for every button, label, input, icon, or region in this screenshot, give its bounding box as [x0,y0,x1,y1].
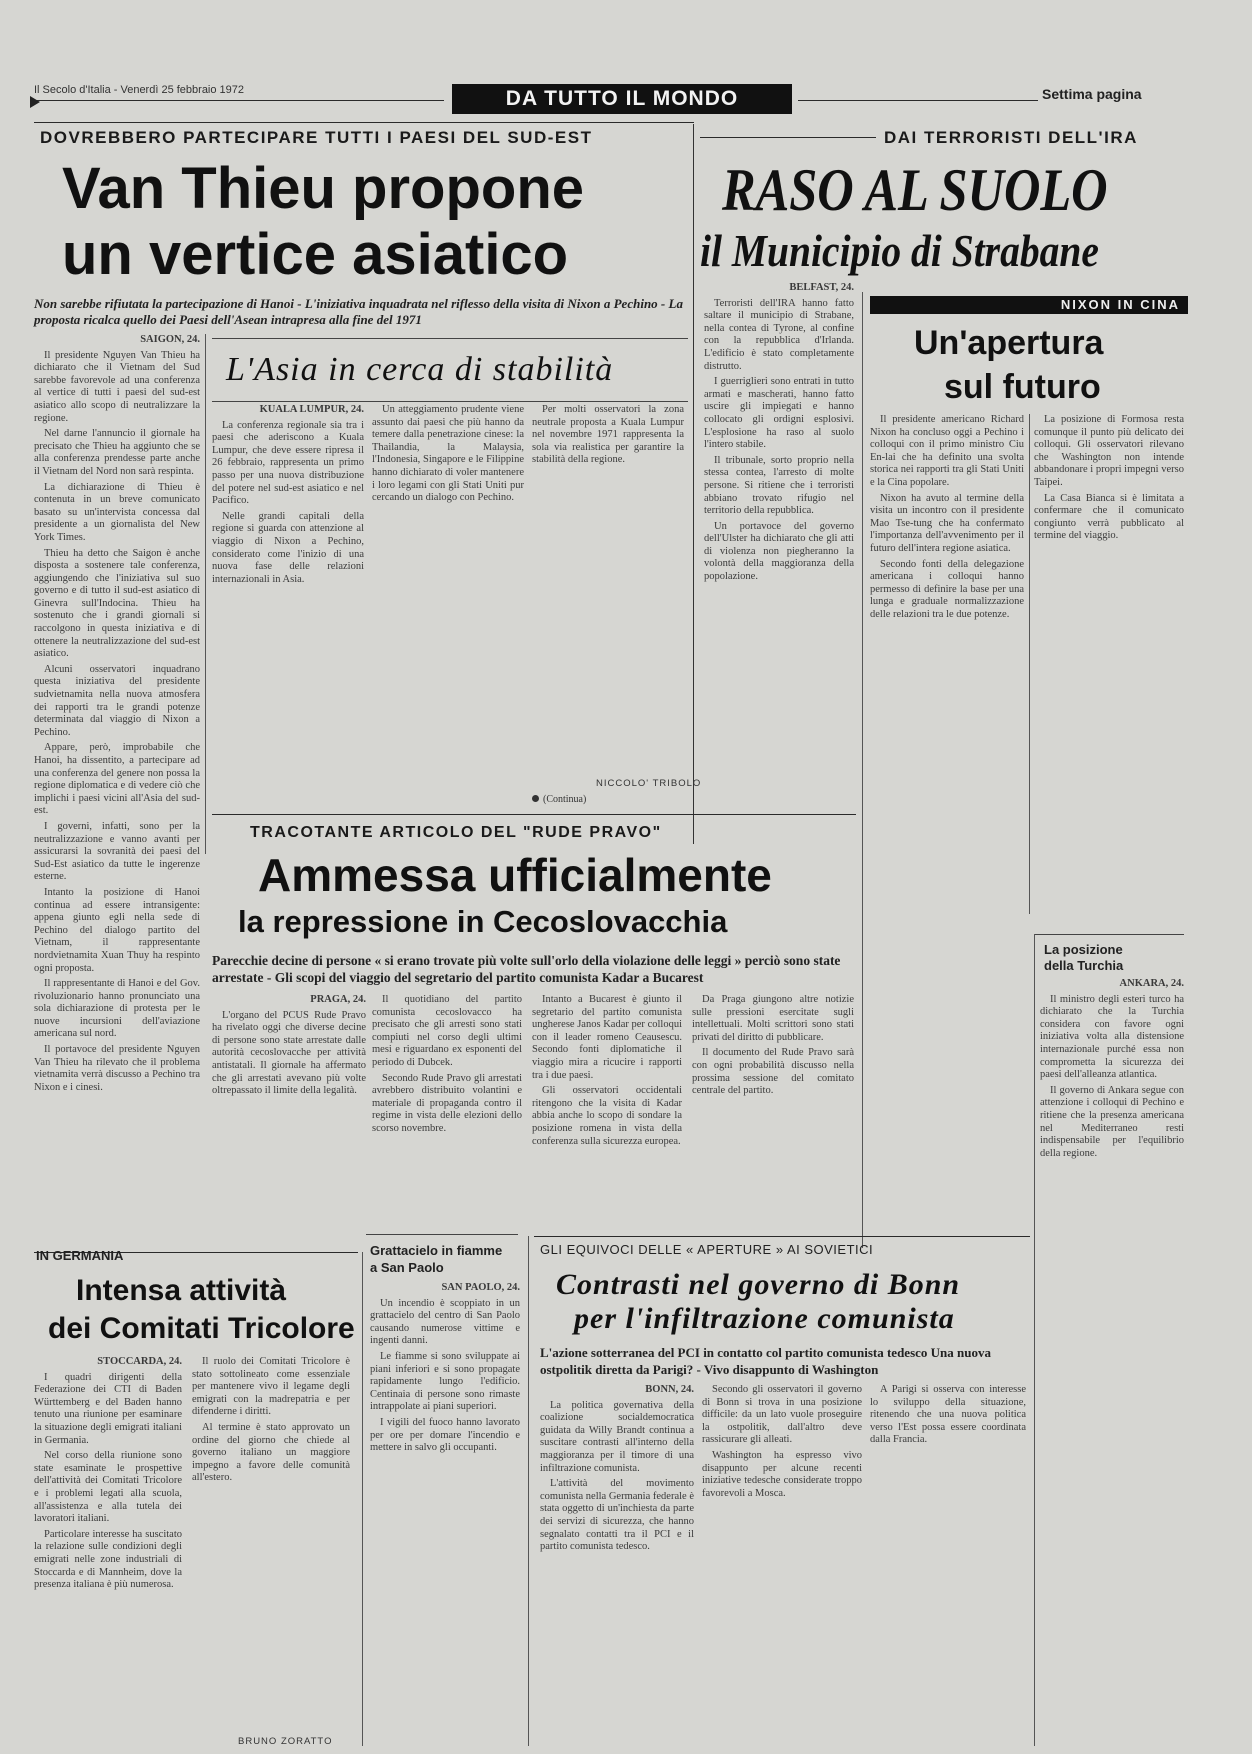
strabane-headline-2: il Municipio di Strabane [700,225,1099,276]
nixon-headline-2: sul futuro [944,368,1101,406]
germania-body-col1 [34,1356,182,1748]
ceco-paragraph: Secondo Rude Pravo gli arrestati avrebbero distribuito volantini e materiale di propaganda contro il regime in vista delle elezioni dello scorso novembre. [372,1072,522,1134]
sanpaolo-headline-1: Grattacielo in fiamme [370,1243,503,1258]
ceco-paragraph: Da Praga giungono altre notizie sulle pressioni esercitate sugli intellettuali. Molti scrittori sono stati privati del diritto di pubblicare. [692,994,854,1043]
turchia-paragraph: Il governo di Ankara segue con attenzione i colloqui di Pechino e ritiene che la presenza americana nel Mediterraneo resti indispensabile per l'equilibrio della regione. [1040,1084,1184,1159]
sanpaolo-paragraph: I vigili del fuoco hanno lavorato per ore per domare l'incendio e mettere in salvo gli occupanti. [370,1416,520,1454]
sanpaolo-headline-2: a San Paolo [370,1260,444,1275]
bonn-headline-2: per l'infiltrazione comunista [574,1302,955,1335]
nixon-tag-bar [870,296,1188,314]
thieu-headline-1: Van Thieu propone [62,156,585,221]
thieu-subhead: Non sarebbe rifiutata la partecipazione di Hanoi - L'iniziativa inquadrata nel riflesso della visita di Nixon a Pechino - La proposta ricalca quello dei Paesi dell'Asean intrapresa alla fine del 1971 [34,296,683,327]
header-rule-right [798,100,1038,101]
bonn-top-rule [534,1236,1030,1237]
strabane-dateline: BELFAST, 24. [789,282,854,293]
thieu-headline-2: un vertice asiatico [62,222,569,287]
nixon-paragraph: La posizione di Formosa resta comunque il punto più delicato dei colloqui. Gli osservatori rilevano che Washington non intende abbandonare i propri impegni verso Taipei. [1034,414,1184,488]
sanpaolo-paragraph: Le fiamme si sono sviluppate ai piani inferiori e si sono propagate rapidamente lungo l'edificio. Centinaia di persone sono rimaste intrappolate ai piani superiori. [370,1350,520,1413]
ceco-headline-1: Ammessa ufficialmente [258,849,772,901]
asia-paragraph: Un atteggiamento prudente viene assunto dai paesi che più hanno da temere dalla penetrazione cinese: la Thailandia, la Malaysia, l'Indonesia, Singapore e le Filippine hanno dichiarato di voler mantenere i loro legami con gli Stati Uniti pur cercando un dialogo con Pechino. [372,404,524,504]
germania-tag: IN GERMANIA [36,1248,124,1263]
column-rule [205,334,206,854]
turchia-title-1: La posizione [1044,942,1123,957]
nixon-headline-1: Un'apertura [914,324,1104,362]
asia-paragraph: La conferenza regionale sia tra i paesi che aderiscono a Kuala Lumpur, che deve essere ripresa il 26 febbraio, rappresenta un primo passo per una nuova distribuzione del potere nel sud-est asiatico e nel Pacifico. [212,419,364,507]
sanpaolo-paragraph: Un incendio è scoppiato in un grattacielo del centro di San Paolo causando numerose vittime e ingenti danni. [370,1297,520,1347]
ceco-headline-2: la repressione in Cecoslovacchia [238,904,728,939]
ceco-paragraph: Il documento del Rude Pravo sarà con ogni probabilità discusso nella prossima sessione del comitato centrale del partito. [692,1047,854,1097]
asia-paragraph: Per molti osservatori la zona neutrale proposta a Kuala Lumpur nel novembre 1971 rappresenta la sola via realistica per garantire la stabilità della regione. [532,404,684,466]
page-label: Settima pagina [1042,86,1142,102]
germania-byline: BRUNO ZORATTO [238,1736,333,1747]
nixon-paragraph: Secondo fonti della delegazione americana i colloqui hanno permesso di definire la base per una lunga e graduale normalizzazione delle relazioni tra le due potenze. [870,558,1024,620]
bonn-paragraph: Secondo gli osservatori il governo di Bonn si trova in una posizione difficile: da un lato vuole proseguire la ostpolitik, dall'altro deve rassicurare gli alleati. [702,1384,862,1446]
bonn-body-col3 [870,1384,1026,1746]
sanpaolo-body [370,1282,520,1746]
strabane-paragraph: Un portavoce del governo dell'Ulster ha dichiarato che gli atti di violenza non piegheranno la volontà della maggioranza della popolazione. [704,520,854,583]
germania-headline-1: Intensa attività [76,1274,287,1307]
sanpaolo-dateline: SAN PAOLO, 24. [441,1282,520,1293]
germania-body-col2 [192,1356,350,1728]
asia-body-col3 [532,404,684,754]
ceco-body-col1 [212,994,366,1224]
asia-headline: L'Asia in cerca di stabilità [226,351,614,388]
strabane-paragraph: Il tribunale, sorto proprio nella stessa contea, l'arresto di molte persone. Si ritiene che i terroristi abbiano trovato rifugio nel territorio della repubblica. [704,454,854,517]
asia-byline: NICCOLO' TRIBOLO [596,778,702,789]
column-rule [528,1236,529,1746]
turchia-top-rule [1034,934,1184,935]
strabane-paragraph: I guerriglieri sono entrati in tutto armati e mascherati, hanno fatto uscire gli impiegati e hanno collocato gli ordigni esplosivi. L'esplosione ha raso al suolo l'intero stabile. [704,376,854,451]
nixon-tag: NIXON IN CINA [1060,297,1180,312]
thieu-paragraph: Nel darne l'annuncio il giornale ha precisato che Thieu ha aggiunto che se alla conferenza prendesse parte anche il Vietnam del Nord non sarà respinta. [34,428,200,477]
nixon-paragraph: La Casa Bianca si è limitata a confermare che il comunicato congiunto verrà pubblicato al termine del viaggio. [1034,492,1184,542]
nixon-paragraph: Il presidente americano Richard Nixon ha concluso oggi a Pechino i colloqui con il primo ministro Ciu En-lai che ha definito una svolta storica nei rapporti tra gli Stati Uniti e la Cina popolare. [870,414,1024,488]
bullet-icon [532,795,539,802]
strabane-headline-1: RASO AL SUOLO [722,157,1108,223]
bonn-kicker: GLI EQUIVOCI DELLE « APERTURE » AI SOVIETICI [540,1242,874,1257]
germania-paragraph: Nel corso della riunione sono state esaminate le prospettive dell'attività dei Comitati Tricolore e i problemi legati alla scuola, all'assistenza e alla tutela dei lavoratori italiani. [34,1450,182,1525]
thieu-dateline: SAIGON, 24. [140,334,200,345]
asia-dateline: KUALA LUMPUR, 24. [259,404,364,415]
ceco-paragraph: L'organo del PCUS Rude Pravo ha rivelato oggi che diverse decine di persone sono state arrestate dalle autorità cecoslovacche per attività antistatali. Il giornale ha affermato che gli arrestati avevano più volte oltrepassato il limite della legalità. [212,1009,366,1097]
ceco-body-col3 [532,994,682,1224]
column-rule [862,292,863,1248]
asia-headline-box [212,338,688,402]
germania-paragraph: Particolare interesse ha suscitato la relazione sulle condizioni degli emigrati nelle zone industriali di Stoccarda e di Mannheim, dove la presenza italiana è più numerosa. [34,1528,182,1591]
asia-credit [532,794,586,805]
sanpaolo-top-rule [366,1234,518,1235]
thieu-body [34,334,200,1252]
masthead-line: Il Secolo d'Italia - Venerdì 25 febbraio 1972 [34,84,245,96]
strabane-kicker: DAI TERRORISTI DELL'IRA [884,128,1138,147]
turchia-paragraph: Il ministro degli esteri turco ha dichiarato che la Turchia considera con favore ogni iniziativa volta alla distensione internazionale purché essa non comprometta la sicurezza dei paesi dell'alleanza atlantica. [1040,993,1184,1081]
ceco-body-col2 [372,994,522,1224]
bonn-dateline: BONN, 24. [645,1384,694,1395]
germania-headline-2: dei Comitati Tricolore [48,1312,355,1345]
thieu-paragraph: Il portavoce del presidente Nguyen Van Thieu ha rilevato che il problema vietnamita verrà discusso a Pechino tra Nixon e i cinesi. [34,1044,200,1093]
ceco-body-col4 [692,994,854,1224]
germania-paragraph: I quadri dirigenti della Federazione dei CTI di Baden Württemberg e del Baden hanno tenuto una riunione per esaminare la situazione degli emigrati italiani in Germania. [34,1371,182,1446]
main-column-divider [693,124,694,844]
turchia-body [1040,978,1184,1746]
thieu-paragraph: Alcuni osservatori inquadrano questa iniziativa del presidente sudvietnamita nella nuova atmosfera dei rapporti tra le grandi potenze determinata dal viaggio di Nixon a Pechino. [34,663,200,738]
thieu-paragraph: Il rappresentante di Hanoi e del Gov. rivoluzionario hanno pronunciato una sola dichiarazione di protesta per le nuove incursioni dell'aviazione americana sul nord. [34,978,200,1040]
germania-paragraph: Il ruolo dei Comitati Tricolore è stato sottolineato come essenziale per mantenere vivo il legame degli emigrati con la madrepatria e per difenderne i diritti. [192,1356,350,1418]
bonn-paragraph: Washington ha espresso vivo disappunto per alcune recenti iniziative tedesche considerate troppo favorevoli a Mosca. [702,1449,862,1499]
asia-body-col2 [372,404,524,800]
arrow-icon [30,96,40,108]
nixon-paragraph: Nixon ha avuto al termine della visita un incontro con il presidente Mao Tse-tung che ha confermato l'importanza dell'avvenimento per il futuro dell'intera regione asiatica. [870,492,1024,554]
ceco-top-rule [212,814,856,815]
asia-credit-text: (Continua) [543,794,587,805]
thieu-kicker: DOVREBBERO PARTECIPARE TUTTI I PAESI DEL SUD-EST [40,128,593,147]
thieu-paragraph: Appare, però, improbabile che Hanoi, ha dissentito, a partecipare ad una conferenza del genere non possa la regione diplomatica e di vedere ciò che implichi i paesi vicini all'Asia del sud-est. [34,742,200,817]
germania-paragraph: Al termine è stato approvato un ordine del giorno che chiede al governo italiano un maggiore impegno a favore delle comunità all'estero. [192,1421,350,1484]
ceco-subhead: Parecchie decine di persone « si erano trovate più volte sull'orlo della violazione delle leggi » perciò sono state arrestate - Gli scopi del viaggio del segretario del partito comunista Kadar a Bucarest [212,953,841,985]
ceco-dateline: PRAGA, 24. [310,994,366,1005]
thieu-paragraph: Il presidente Nguyen Van Thieu ha dichiarato che il Vietnam del Sud sarebbe favorevole ad una conferenza al vertice di tutti i paesi del sud-est asiatico allo scopo di neutralizzare la regione. [34,349,200,424]
turchia-title-2: della Turchia [1044,958,1124,973]
nixon-body-col1 [870,414,1024,926]
asia-body-col1 [212,404,364,800]
thieu-paragraph: La dichiarazione di Thieu è contenuta in un breve comunicato basato su un'intervista concessa dal presidente a un giornalista del New York Times. [34,481,200,543]
bonn-paragraph: L'attività del movimento comunista nella Germania federale è stata oggetto di un'inchiesta da parte dei servizi di sicurezza, che hanno segnalato contatti tra il PCI e il partito comunista tedesco. [540,1478,694,1553]
ceco-paragraph: Il quotidiano del partito comunista cecoslovacco ha precisato che gli arresti sono stati compiuti nel corso degli ultimi mesi e riguardano ex esponenti del periodo di Dubcek. [372,994,522,1068]
thieu-paragraph: Intanto la posizione di Hanoi continua ad essere intransigente: appena giunto egli nella sede di Pechino del dialogo partito del Vietnam, il rappresentante nordvietnamita Xuan Thuy ha respinto ogni proposta. [34,886,200,974]
header-rule-left [34,100,444,101]
bonn-paragraph: A Parigi si osserva con interesse lo sviluppo della situazione, ritenendo che una nuova politica verso l'Est possa essere coordinata dalla Francia. [870,1384,1026,1446]
strabane-body-col1 [704,282,854,856]
bonn-subhead: L'azione sotterranea del PCI in contatto col partito comunista tedesco Una nuova ostpolitik diretta da Parigi? - Vivo disappunto di Washington [540,1345,991,1377]
thieu-top-rule [34,122,694,123]
column-rule [362,1252,363,1746]
nixon-body-col2 [1034,414,1184,914]
section-banner: DA TUTTO IL MONDO [452,84,792,114]
turchia-dateline: ANKARA, 24. [1119,978,1184,989]
thieu-paragraph: I governi, infatti, sono per la neutralizzazione e vanno avanti per assicurarsi la sovranità dei paesi del Sud-Est asiatico da tutte le ingerenze esterne. [34,820,200,883]
strabane-rule-left [700,137,876,138]
bonn-paragraph: La politica governativa della coalizione socialdemocratica guidata da Willy Brandt continua a suscitare contrasti all'interno della maggioranza per il timore di una infiltrazione comunista. [540,1399,694,1474]
ceco-paragraph: Intanto a Bucarest è giunto il segretario del partito comunista ungherese Janos Kadar per colloqui con il leader romeno Ceausescu. Secondo fonti diplomatiche il viaggio mira a ricucire i rapporti tra i due paesi. [532,994,682,1081]
bonn-body-col2 [702,1384,862,1746]
column-rule [1034,934,1035,1746]
ceco-kicker: TRACOTANTE ARTICOLO DEL "RUDE PRAVO" [250,824,662,841]
thieu-paragraph: Thieu ha detto che Saigon è anche disposta a sostenere tale conferenza, aggiungendo che l'iniziativa sul suo governo e di tutto il sud-est asiatico di Ginevra sull'Indocina. Thieu ha sostenuto che i grandi giornali si raccolgono in questa iniziativa e di ottenere la neutralizzazione del sud-est asiatico. [34,547,200,660]
asia-paragraph: Nelle grandi capitali della regione si guarda con attenzione al viaggio di Nixon a Pechino, considerato come l'inizio di una nuova fase delle relazioni internazionali in Asia. [212,510,364,585]
ceco-paragraph: Gli osservatori occidentali ritengono che la visita di Kadar abbia anche lo scopo di sondare la posizione romena in vista della conferenza sulla sicurezza europea. [532,1085,682,1147]
germania-dateline: STOCCARDA, 24. [97,1356,182,1367]
bonn-headline-1: Contrasti nel governo di Bonn [556,1268,961,1301]
bonn-body-col1 [540,1384,694,1746]
strabane-paragraph: Terroristi dell'IRA hanno fatto saltare il municipio di Strabane, nella contea di Tyrone, al confine con la repubblica d'Irlanda. L'edificio è stato completamente distrutto. [704,297,854,372]
column-rule [1029,414,1030,914]
sanpaolo-headline [370,1242,502,1276]
